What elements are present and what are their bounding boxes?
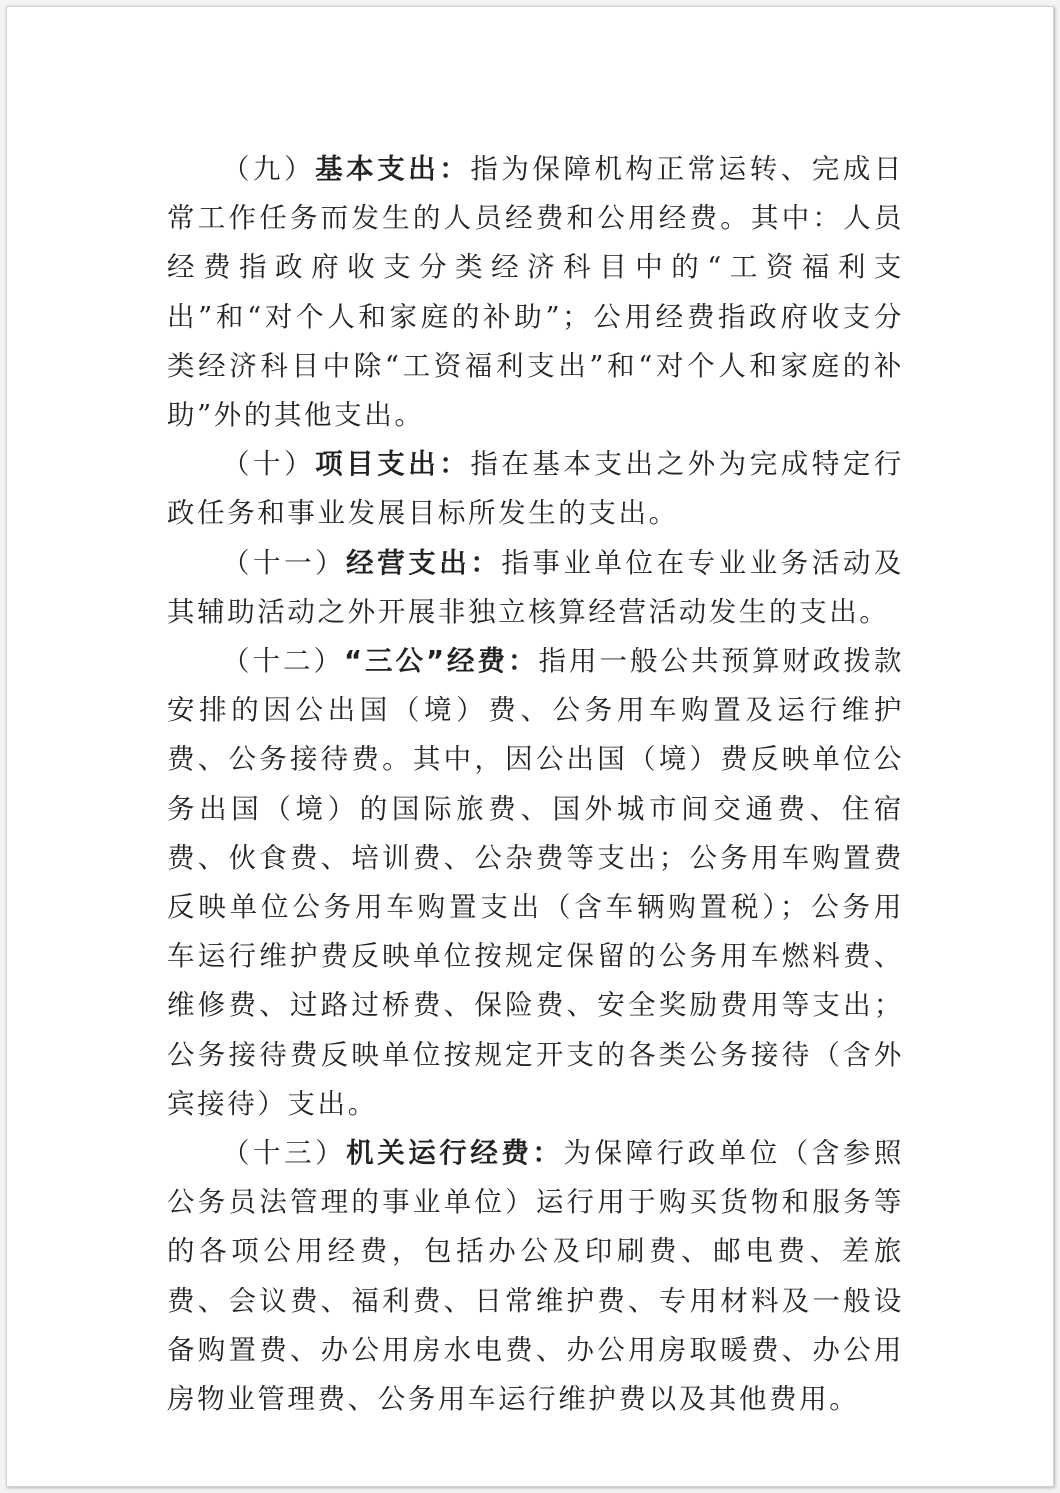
paragraph-text: 指用一般公共预算财政拨款安排的因公出国（境）费、公务用车购置及运行维护费、公务接待费。其中，因公出国（境）费反映单位公务出国（境）的国际旅费、国外城市间交通费、住宿费、伙食费、培训费、公杂费等支出；公务用车购置费反映单位公务用车购置支出（含车辆购置税）；公务用车运行维护费反映单位按规定保留的公务用车燃料费、维修费、过路过桥费、保险费、安全奖励费用等支出；公务接待费反映单位按规定开支的各类公务接待（含外宾接待）支出。 [167, 645, 904, 1120]
term-heading: “三公”经费 [343, 645, 509, 678]
term-colon: ： [508, 645, 539, 678]
paragraph-operating-expenditure [167, 539, 904, 637]
item-label: （十二） [222, 645, 344, 678]
document-body [167, 145, 904, 1424]
paragraph-agency-operating-funds [167, 1129, 904, 1424]
paragraph-basic-expenditure [167, 145, 904, 440]
term-colon: ： [439, 153, 471, 185]
term-colon: ： [439, 448, 471, 481]
term-heading: 机关运行经费 [346, 1137, 533, 1170]
term-colon: ： [470, 546, 502, 579]
item-label: （十） [222, 448, 316, 481]
term-heading: 经营支出 [346, 546, 471, 579]
item-label: （九） [222, 153, 316, 185]
paragraph-text: 指在基本支出之外为完成特定行政任务和事业发展目标所发生的支出。 [167, 448, 904, 530]
item-label: （十一） [222, 546, 347, 579]
paragraph-text: 为保障行政单位（含参照公务员法管理的事业单位）运行用于购买货物和服务等的各项公用经费，包括办公及印刷费、邮电费、差旅费、会议费、福利费、日常维护费、专用材料及一般设备购置费、办公用房水电费、办公用房取暖费、办公用房物业管理费、公务用车运行维护费以及其他费用。 [167, 1137, 904, 1416]
document-page [6, 6, 1054, 1487]
paragraph-text: 指为保障机构正常运转、完成日常工作任务而发生的人员经费和公用经费。其中：人员经费指政府收支分类经济科目中的“工资福利支出”和“对个人和家庭的补助”；公用经费指政府收支分类经济科目中除“工资福利支出”和“对个人和家庭的补助”外的其他支出。 [167, 153, 904, 432]
paragraph-text: 指事业单位在专业业务活动及其辅助活动之外开展非独立核算经营活动发生的支出。 [167, 546, 904, 628]
item-label: （十三） [222, 1137, 347, 1170]
term-heading: 基本支出 [315, 153, 440, 185]
term-colon: ： [532, 1137, 564, 1170]
paragraph-project-expenditure [167, 440, 904, 538]
term-heading: 项目支出 [315, 448, 440, 481]
paragraph-three-public-expenses [167, 637, 904, 1129]
